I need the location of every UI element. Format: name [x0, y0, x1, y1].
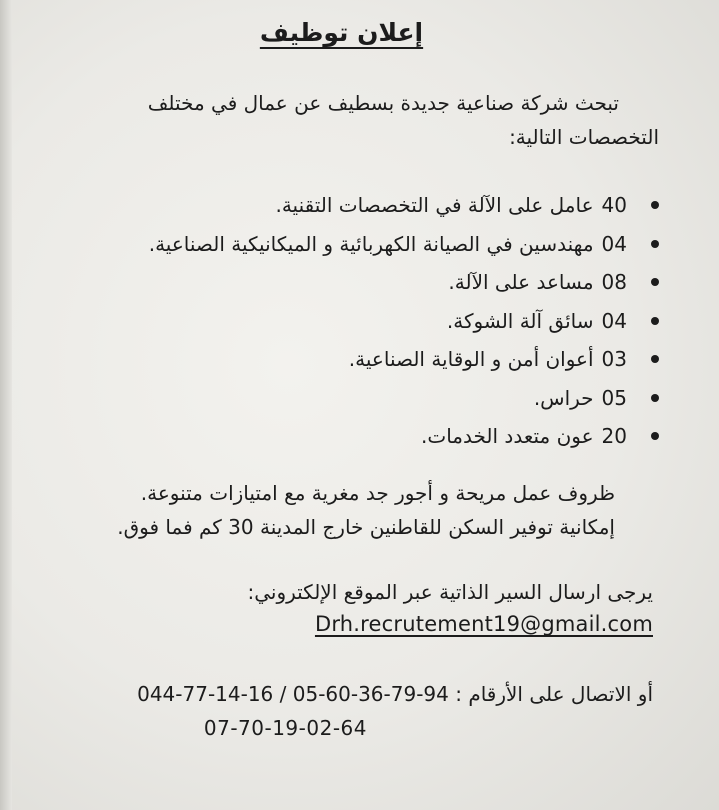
conditions-paragraph	[117, 476, 615, 544]
positions-list	[149, 186, 663, 456]
position-title: أعوان أمن و الوقاية الصناعية.	[348, 347, 594, 371]
list-item	[149, 379, 663, 418]
paper-edge	[0, 0, 12, 810]
list-item	[149, 263, 663, 302]
list-item	[149, 302, 663, 341]
position-title: حراس.	[533, 385, 594, 410]
conditions-line-1: ظروف عمل مريحة و أجور جد مغرية مع امتيازات متنوعة.	[140, 481, 615, 505]
contact-label: أو الاتصال على الأرقام :	[455, 682, 653, 706]
position-count: 08	[601, 270, 627, 294]
bullet-icon	[651, 278, 659, 286]
bullet-icon	[651, 432, 659, 440]
phone-number-2: 044-77-14-16	[137, 682, 274, 706]
page-title: إعلان توظيف	[259, 18, 424, 47]
conditions-line-2: إمكانية توفير السكن للقاطنين خارج المدينة 30 كم فما فوق.	[117, 515, 615, 539]
position-title: مساعد على الآلة.	[448, 270, 594, 294]
bullet-icon	[651, 394, 659, 402]
phone-number-1: 05-60-36-79-94	[292, 682, 449, 706]
email-link[interactable]: Drh.recrutement19@gmail.com	[314, 612, 653, 636]
position-title: مهندسين في الصيانة الكهربائية و الميكانيكية الصناعية.	[148, 231, 594, 256]
intro-paragraph	[59, 86, 659, 154]
title-container	[40, 18, 659, 47]
position-count: 04	[601, 308, 627, 333]
position-count: 40	[601, 193, 627, 217]
phone-separator: /	[279, 682, 287, 706]
contact-line	[137, 676, 653, 712]
list-item	[149, 186, 663, 225]
position-count: 04	[601, 231, 627, 256]
cv-section	[247, 576, 653, 640]
cv-instruction: يرجى ارسال السير الذاتية عبر الموقع الإلكتروني:	[247, 580, 653, 604]
list-item	[149, 340, 663, 379]
position-count: 03	[601, 347, 627, 371]
position-title: سائق آلة الشوكة.	[446, 308, 594, 333]
bullet-icon	[651, 201, 659, 209]
bullet-icon	[651, 240, 659, 248]
bullet-icon	[651, 317, 659, 325]
bullet-icon	[651, 355, 659, 363]
position-count: 20	[601, 424, 627, 448]
intro-line-1: تبحث شركة صناعية جديدة بسطيف عن عمال في مختلف	[147, 91, 619, 115]
list-item	[149, 417, 663, 456]
intro-line-2: التخصصات التالية:	[509, 125, 659, 149]
list-item	[149, 225, 663, 264]
position-title: عون متعدد الخدمات.	[421, 424, 594, 448]
position-count: 05	[601, 385, 627, 410]
phone-number-3: 07-70-19-02-64	[203, 716, 367, 740]
position-title: عامل على الآلة في التخصصات التقنية.	[275, 193, 594, 217]
